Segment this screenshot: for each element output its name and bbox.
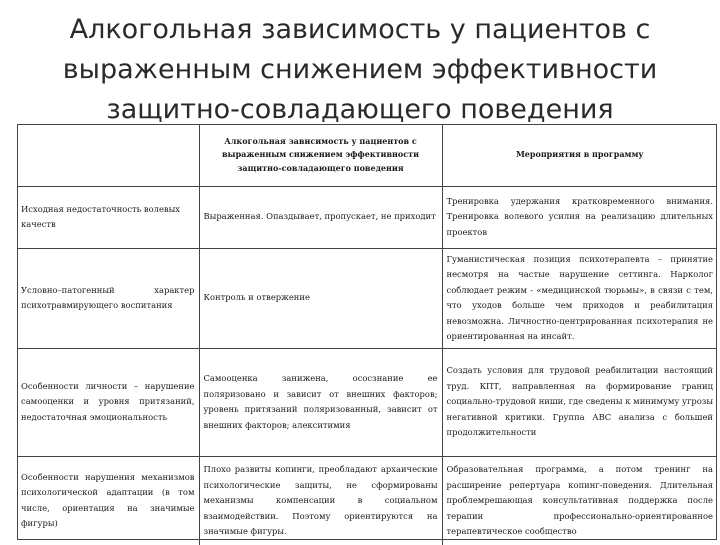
table-row (17, 348, 717, 456)
header-cell-dependence: Алкогольная зависимость у пациентов с выраженным снижением эффективности защитно-совладающего поведения (199, 124, 442, 186)
manifestation-cell: Контроль и отвержение (199, 248, 442, 348)
header-cell-factor (17, 124, 199, 186)
slide-title (40, 10, 680, 130)
manifestation-cell: Выраженная. Опаздывает, пропускает, не приходит (199, 186, 442, 248)
measures-cell: Тренировка удержания кратковременного внимания. Тренировка волевого усилия на реализацию длительных проектов (446, 195, 713, 237)
program-table (17, 124, 717, 545)
factor-cell: Особенности нарушения механизмов психологической адаптации (в том числе, ориентация на значимые фигуры) (17, 456, 199, 545)
measures-cell: Создать условия для трудовой реабилитации настоящий труд. КПТ, направленная на формирование границ социально-трудовой ниши, где сведены к минимуму угрозы негативной критики. Группа АВС анализа с большей продолжительности (442, 348, 717, 456)
table-row (17, 186, 717, 248)
title-line-2: выраженным снижением эффективности (62, 54, 658, 85)
measures-cell: Гуманистическая позиция психотерапевта – принятие несмотря на частые нарушение сеттинга. Нарколог соблюдает режим - «медицинской тюрьмы», в связи с тем, что уходов больше чем приходов и реабилитация невозможна. Личностно-центрированная психотерапия не ориентированная на инсайт. (442, 248, 717, 348)
title-line-1: Алкогольная зависимость у пациентов с (69, 14, 651, 45)
table-row (17, 456, 717, 545)
header-cell-measures: Мероприятия в программу (442, 124, 717, 186)
table-header-row (17, 124, 717, 186)
title-line-3: защитно-совладающего поведения (106, 94, 614, 125)
table-row (17, 248, 717, 348)
measures-cell: Образовательная программа, а потом тренинг на расширение репертуара копинг-поведения. Длительная проблемрешающая консультативная поддержка после терапии профессионально-ориентированное терапевтическое сообщество (442, 456, 717, 545)
factor-cell: Условно–патогенный характер психотравмирующего воспитания (17, 248, 199, 348)
manifestation-cell: Плохо развиты копинги, преобладают архаические психологические защиты, не сформированы механизмы компенсации в социальном взаимодействии. Поэтому ориентируются на значимые фигуры. (199, 456, 442, 545)
factor-cell: Особенности личности – нарушение самооценки и уровня притязаний, недостаточная эмоциональность (17, 348, 199, 456)
manifestation-cell: Самооценка занижена, ососзнание ее поляризовано и зависит от внешних факторов; уровень притязаний поляризованный, зависит от внешних факторов; алекситимия (199, 348, 442, 456)
factor-cell: Исходная недостаточность волевых качеств (17, 186, 199, 248)
